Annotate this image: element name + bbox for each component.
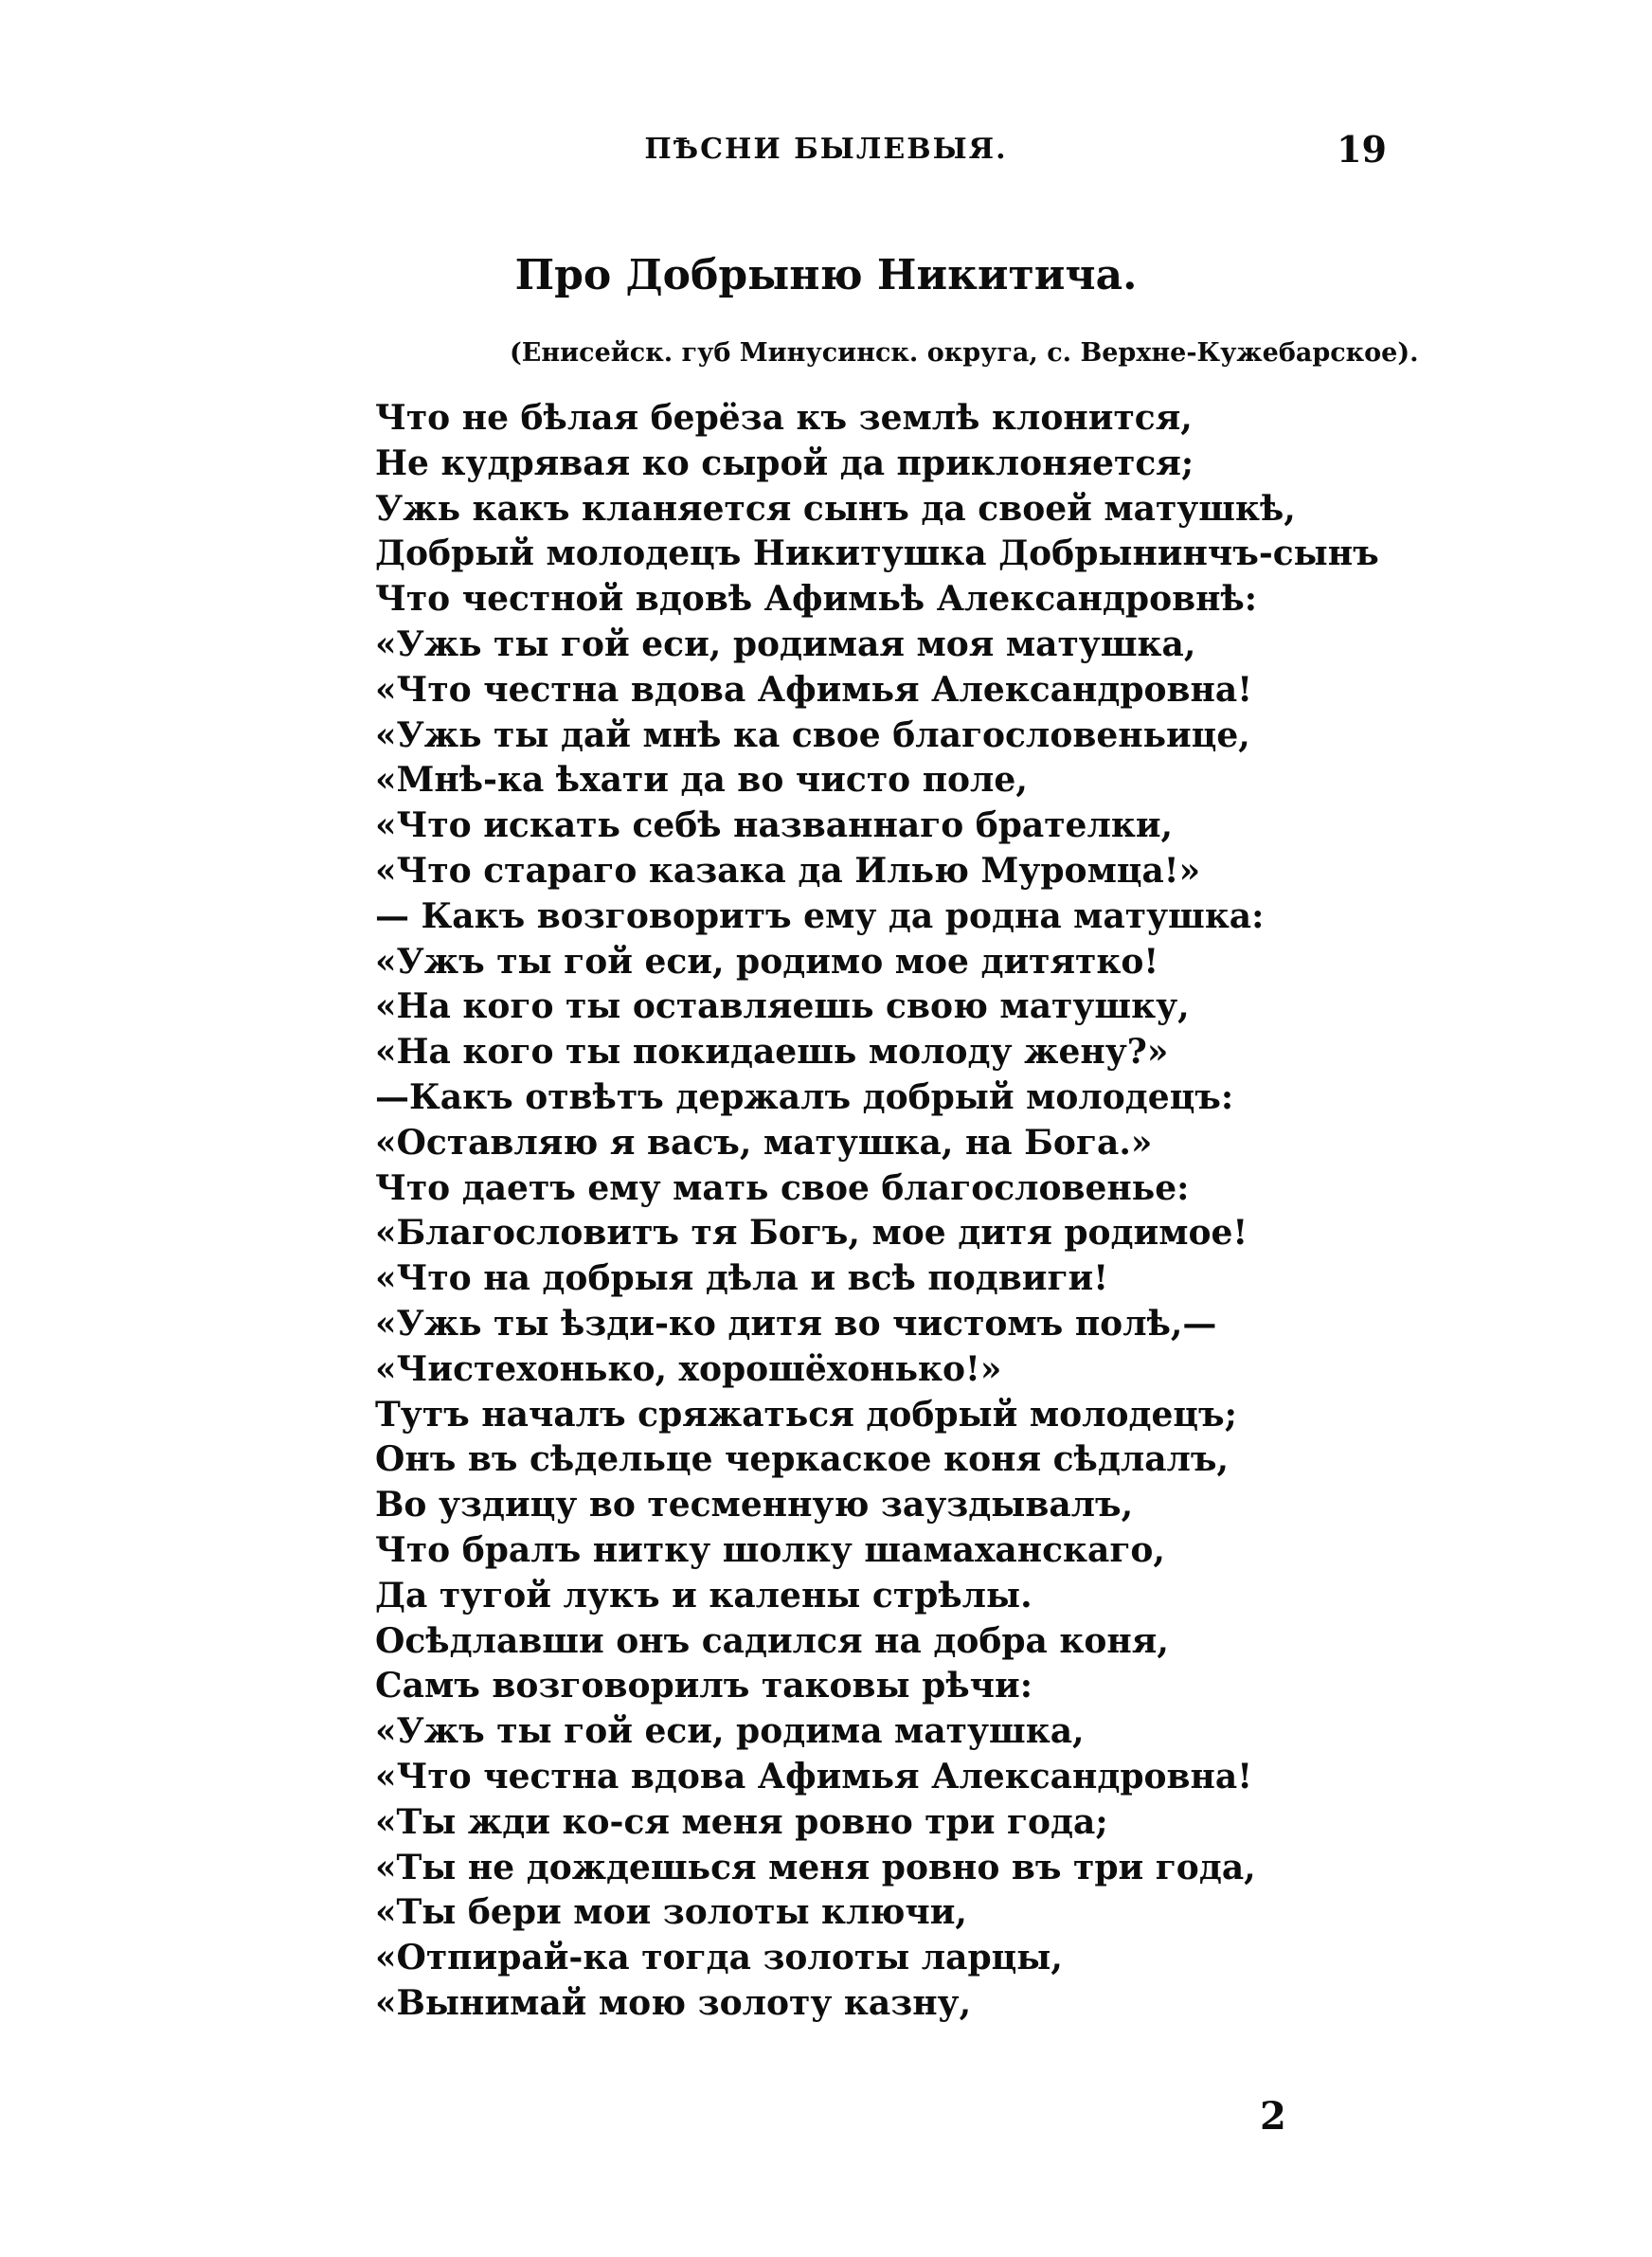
verse-line: «Оставляю я васъ, матушка, на Бога.»	[375, 1122, 1153, 1163]
verse-line: «Что честна вдова Афимья Александровна!	[375, 1756, 1252, 1797]
verse-line: Что даетъ ему мать свое благословенье:	[375, 1167, 1190, 1208]
running-head: ПѢСНИ БЫЛЕВЫЯ.	[644, 133, 1008, 166]
verse-line: «Что стараго казака да Илью Муромца!»	[375, 850, 1201, 891]
verse-line: «Отпирай-ка тогда золоты ларцы,	[375, 1938, 1063, 1978]
verse-line: «Ты бери мои золоты ключи,	[375, 1892, 967, 1933]
verse-line: «Вынимай мою золоту казну,	[375, 1982, 972, 2023]
verse-line: «Что искать себѣ названнаго брателки,	[375, 805, 1174, 846]
signature-mark: 2	[1260, 2094, 1286, 2139]
verse-line: «Что на добрыя дѣла и всѣ подвиги!	[375, 1258, 1109, 1299]
verse-line: Да тугой лукъ и калены стрѣлы.	[375, 1575, 1032, 1616]
verse-line: Что бралъ нитку шолку шамаханскаго,	[375, 1529, 1165, 1570]
verse-line: Что честной вдовѣ Афимьѣ Александровнѣ:	[375, 579, 1258, 620]
verse-line: «На кого ты оставляешь свою матушку,	[375, 986, 1190, 1027]
verse-line: —Какъ отвѣтъ держалъ добрый молодецъ:	[375, 1076, 1234, 1117]
poem-verse	[375, 396, 1379, 2027]
verse-line: «Ужъ ты гой еси, родимо мое дитятко!	[375, 941, 1159, 982]
verse-line: Осѣдлавши онъ садился на добра коня,	[375, 1620, 1169, 1661]
verse-line: «Ужь ты ѣзди-ко дитя во чистомъ полѣ,—	[375, 1303, 1217, 1344]
verse-line: «На кого ты покидаешь молоду жену?»	[375, 1032, 1169, 1073]
verse-line: «Ужь ты гой еси, родимая моя матушка,	[375, 623, 1196, 664]
verse-line: «Ты не дождешься меня ровно въ три года,	[375, 1847, 1256, 1887]
verse-line: «Что честна вдова Афимья Александровна!	[375, 669, 1252, 710]
poem-source-note: (Енисейск. губ Минусинск. округа, с. Верхне-Кужебарское).	[510, 338, 1419, 368]
verse-line: Что не бѣлая берёза къ землѣ клонится,	[375, 398, 1193, 438]
verse-line: Самъ возговорилъ таковы рѣчи:	[375, 1666, 1033, 1706]
verse-line: — Какъ возговоритъ ему да родна матушка:	[375, 895, 1265, 936]
verse-line: Не кудрявая ко сырой да приклоняется;	[375, 442, 1194, 483]
verse-line: Добрый молодецъ Никитушка Добрынинчъ-сынъ	[375, 533, 1379, 574]
verse-line: «Ужъ ты гой еси, родима матушка,	[375, 1711, 1085, 1752]
page-number: 19	[1337, 128, 1387, 171]
poem-title: Про Добрыню Никитича.	[514, 251, 1138, 299]
verse-line: «Благословитъ тя Богъ, мое дитя родимое!	[375, 1213, 1248, 1254]
verse-line: Тутъ началъ сряжаться добрый молодецъ;	[375, 1394, 1237, 1435]
verse-line: «Ты жди ко-ся меня ровно три года;	[375, 1801, 1108, 1842]
verse-line: «Мнѣ-ка ѣхати да во чисто поле,	[375, 760, 1028, 801]
verse-line: Во уздицу во тесменную зауздывалъ,	[375, 1485, 1134, 1526]
verse-line: «Ужь ты дай мнѣ ка свое благословеньице,	[375, 714, 1250, 755]
verse-line: Ужь какъ кланяется сынъ да своей матушкѣ,	[375, 488, 1296, 529]
verse-line: Онъ въ сѣдельце черкаское коня сѣдлалъ,	[375, 1439, 1230, 1480]
verse-line: «Чистехонько, хорошёхонько!»	[375, 1348, 1002, 1389]
